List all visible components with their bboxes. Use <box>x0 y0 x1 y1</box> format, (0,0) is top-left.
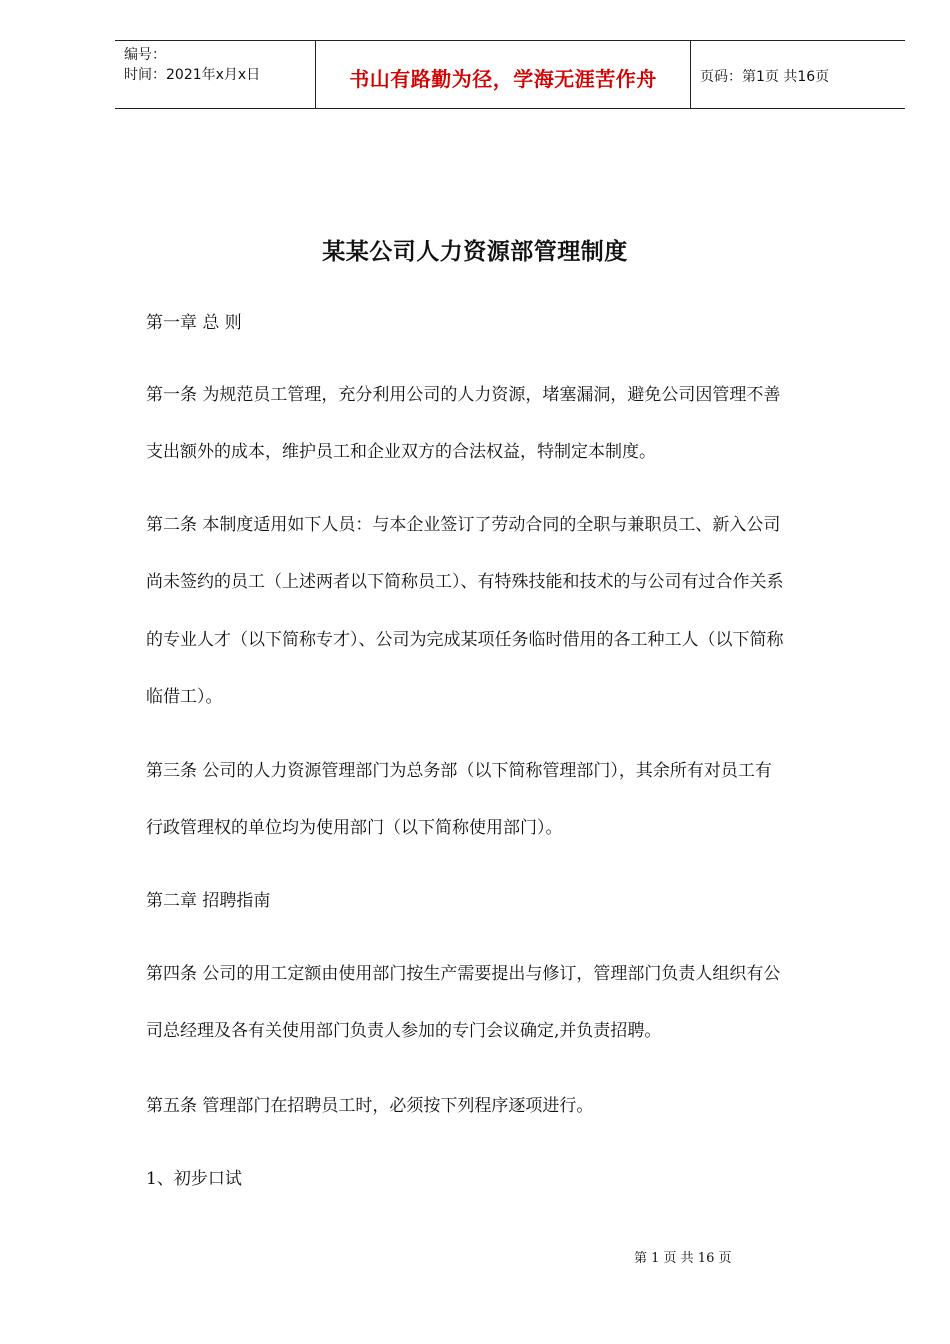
article-2-line-3: 的专业人才（以下简称专才）、公司为完成某项任务临时借用的各工种工人（以下简称 <box>146 630 784 650</box>
article-4-line-1: 第四条 公司的用工定额由使用部门按生产需要提出与修订，管理部门负责人组织有公 <box>146 964 781 984</box>
document-title: 某某公司人力资源部管理制度 <box>322 238 628 265</box>
article-3-line-1: 第三条 公司的人力资源管理部门为总务部（以下简称管理部门），其余所有对员工有 <box>146 761 772 781</box>
article-1-line-2: 支出额外的成本，维护员工和企业双方的合法权益，特制定本制度。 <box>146 442 656 462</box>
article-2-line-4: 临借工）。 <box>146 687 223 707</box>
header-page-cell <box>690 41 905 108</box>
chapter-1-heading: 第一章 总 则 <box>146 313 242 333</box>
footer-page-number: 第 1 页 共 16 页 <box>634 1251 732 1266</box>
time-label: 时间：2021年x月x日 <box>124 67 261 83</box>
article-5-line-1: 第五条 管理部门在招聘员工时，必须按下列程序逐项进行。 <box>146 1096 594 1116</box>
chapter-2-heading: 第二章 招聘指南 <box>146 891 271 911</box>
header-motto: 书山有路勤为径，学海无涯苦作舟 <box>349 67 657 91</box>
article-4-line-2: 司总经理及各有关使用部门负责人参加的专门会议确定,并负责招聘。 <box>146 1021 662 1041</box>
article-1-line-1: 第一条 为规范员工管理，充分利用公司的人力资源，堵塞漏洞，避免公司因管理不善 <box>146 385 781 405</box>
article-3-line-2: 行政管理权的单位均为使用部门（以下简称使用部门）。 <box>146 818 563 838</box>
serial-number-label: 编号： <box>124 47 166 63</box>
header-meta-cell <box>115 41 315 108</box>
header-page-info: 页码：第1页 共16页 <box>700 69 830 85</box>
article-2-line-1: 第二条 本制度适用如下人员：与本企业签订了劳动合同的全职与兼职员工、新入公司 <box>146 515 781 535</box>
header-motto-cell <box>315 41 691 108</box>
article-2-line-2: 尚未签约的员工（上述两者以下简称员工）、有特殊技能和技术的与公司有过合作关系 <box>146 572 784 592</box>
item-1-oral-test: 1、初步口试 <box>146 1169 242 1189</box>
page-header <box>115 40 905 109</box>
